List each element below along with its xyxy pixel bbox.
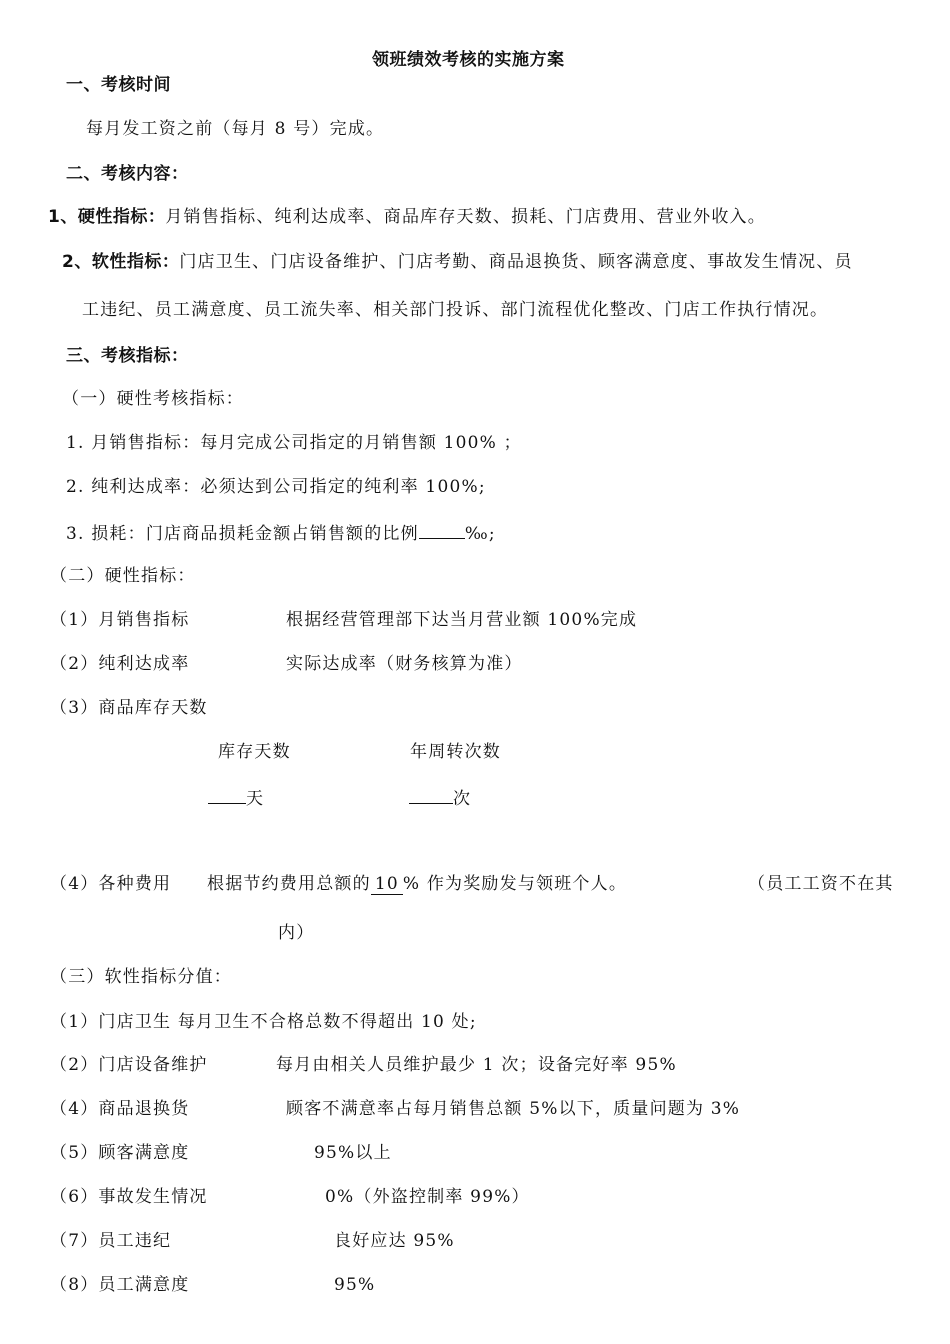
loss-ratio-blank — [419, 521, 465, 539]
turnover-unit: 次 — [453, 789, 472, 809]
soft-row-1 — [50, 1011, 477, 1033]
sub2-row-3-label: （3）商品库存天数 — [50, 698, 208, 718]
sub3-title: （三）软性指标分值： — [50, 967, 232, 987]
sub1-title: （一）硬性考核指标： — [62, 389, 244, 409]
sub2-row-1-value: 根据经营管理部下达当月营业额 100%完成 — [286, 610, 638, 630]
soft-row-3-value: 顾客不满意率占每月销售总额 5%以下，质量问题为 3% — [286, 1099, 741, 1119]
sub2-row-2-label: （2）纯利达成率 — [50, 654, 190, 674]
soft-indicators-line — [62, 251, 853, 273]
sub1-item-3 — [66, 521, 496, 545]
expense-note: （员工工资不在其 — [748, 874, 894, 894]
inventory-days-blank — [208, 786, 246, 804]
sub1-item-2: 2. 纯利达成率：必须达到公司指定的纯利率 100%; — [66, 477, 486, 497]
expense-text-pre: 根据节约费用总额的 — [207, 874, 371, 894]
soft-row-2-value: 每月由相关人员维护最少 1 次；设备完好率 95% — [276, 1055, 677, 1075]
soft-row-6-value: 良好应达 95% — [334, 1231, 455, 1251]
inventory-days-field — [208, 786, 264, 810]
soft-row-3-label: （4）商品退换货 — [50, 1099, 190, 1119]
section-1-text: 每月发工资之前（每月 8 号）完成。 — [86, 119, 385, 139]
soft-row-2-label: （2）门店设备维护 — [50, 1055, 208, 1075]
document-title: 领班绩效考核的实施方案 — [372, 50, 565, 70]
soft-indicators-text: 门店卫生、门店设备维护、门店考勤、商品退换货、顾客满意度、事故发生情况、员 — [179, 252, 853, 272]
soft-row-4-value: 95%以上 — [314, 1143, 392, 1163]
inventory-days-header: 库存天数 — [218, 742, 291, 762]
section-1-heading: 一、考核时间 — [66, 75, 171, 95]
sub2-row-2-value: 实际达成率（财务核算为准） — [286, 654, 523, 674]
sub1-item-3-text: 3. 损耗：门店商品损耗金额占销售额的比例 — [66, 524, 419, 544]
sub1-item-3-unit: ‰; — [464, 524, 496, 544]
sub1-item-1: 1. 月销售指标：每月完成公司指定的月销售额 100% ； — [66, 433, 522, 453]
soft-indicators-label: 2、软性指标： — [62, 252, 180, 272]
expense-percent: 10 — [371, 874, 403, 895]
soft-row-5-label: （6）事故发生情况 — [50, 1187, 208, 1207]
soft-row-1-label: （1）门店卫生 — [50, 1012, 172, 1032]
section-2-heading: 二、考核内容： — [66, 164, 189, 184]
soft-row-7-label: （8）员工满意度 — [50, 1275, 190, 1295]
turnover-field — [409, 786, 471, 810]
soft-indicators-text-cont: 工违纪、员工满意度、员工流失率、相关部门投诉、部门流程优化整改、门店工作执行情况。 — [82, 300, 829, 320]
sub2-row-4-label: （4）各种费用 — [50, 874, 172, 894]
soft-row-5-value: 0%（外盗控制率 99%） — [325, 1187, 530, 1207]
soft-row-1-value: 每月卫生不合格总数不得超出 10 处; — [177, 1012, 477, 1032]
soft-row-4-label: （5）顾客满意度 — [50, 1143, 190, 1163]
hard-indicators-line — [48, 206, 766, 228]
expense-note-cont: 内） — [278, 923, 315, 943]
turnover-header: 年周转次数 — [410, 742, 501, 762]
section-3-heading: 三、考核指标： — [66, 346, 189, 366]
soft-row-7-value: 95% — [334, 1275, 376, 1295]
sub2-row-1-label: （1）月销售指标 — [50, 610, 190, 630]
hard-indicators-text: 月销售指标、纯利达成率、商品库存天数、损耗、门店费用、营业外收入。 — [165, 207, 766, 227]
inventory-days-unit: 天 — [246, 789, 265, 809]
hard-indicators-label: 1、硬性指标： — [48, 207, 166, 227]
soft-row-6-label: （7）员工违纪 — [50, 1231, 172, 1251]
expense-text-post: % 作为奖励发与领班个人。 — [402, 874, 628, 894]
turnover-blank — [409, 786, 453, 804]
sub2-title: （二）硬性指标： — [50, 566, 196, 586]
sub2-row-4-value — [207, 873, 627, 895]
